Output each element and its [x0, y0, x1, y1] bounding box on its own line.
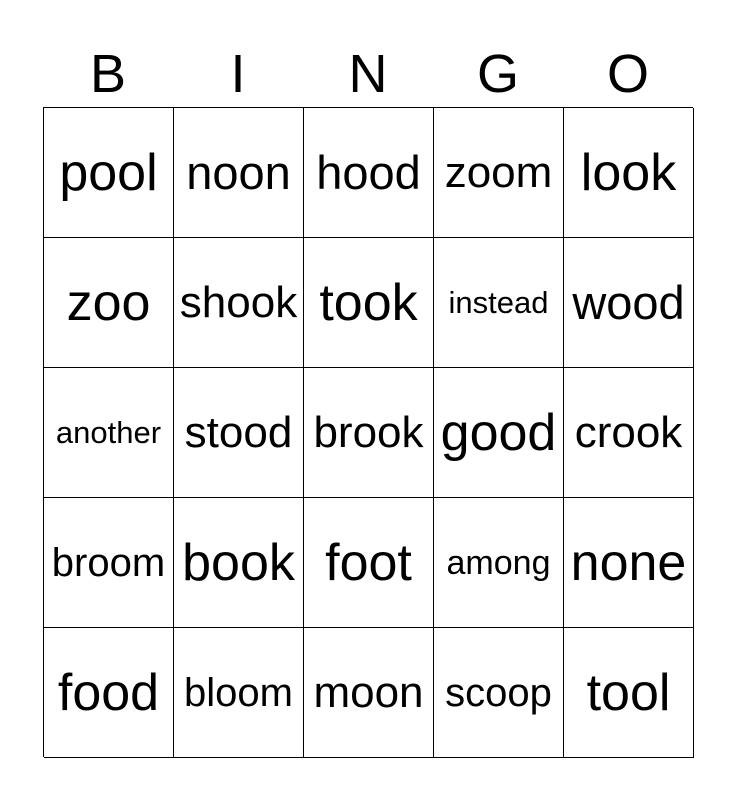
bingo-cell: shook [174, 238, 304, 368]
header-letter-b: B [89, 44, 127, 104]
header-letter-n: N [348, 44, 388, 104]
bingo-cell: tool [564, 628, 694, 758]
bingo-cell: moon [304, 628, 434, 758]
bingo-cell: noon [174, 108, 304, 238]
bingo-cell: brook [304, 368, 434, 498]
bingo-cell: zoo [44, 238, 174, 368]
bingo-cell: look [564, 108, 694, 238]
header-letter-i: I [230, 44, 246, 104]
bingo-cell: wood [564, 238, 694, 368]
bingo-cell: another [44, 368, 174, 498]
bingo-cell: none [564, 498, 694, 628]
bingo-cell: foot [304, 498, 434, 628]
header-letter-o: O [606, 44, 649, 104]
bingo-cell: scoop [434, 628, 564, 758]
bingo-cell: crook [564, 368, 694, 498]
bingo-cell: good [434, 368, 564, 498]
bingo-cell: bloom [174, 628, 304, 758]
bingo-header [43, 40, 693, 108]
bingo-cell: hood [304, 108, 434, 238]
bingo-board [43, 107, 693, 757]
bingo-cell: instead [434, 238, 564, 368]
bingo-cell: book [174, 498, 304, 628]
bingo-cell: among [434, 498, 564, 628]
bingo-cell: pool [44, 108, 174, 238]
bingo-cell: zoom [434, 108, 564, 238]
bingo-cell: took [304, 238, 434, 368]
bingo-cell: stood [174, 368, 304, 498]
header-letter-g: G [476, 44, 519, 104]
bingo-cell: broom [44, 498, 174, 628]
bingo-cell: food [44, 628, 174, 758]
